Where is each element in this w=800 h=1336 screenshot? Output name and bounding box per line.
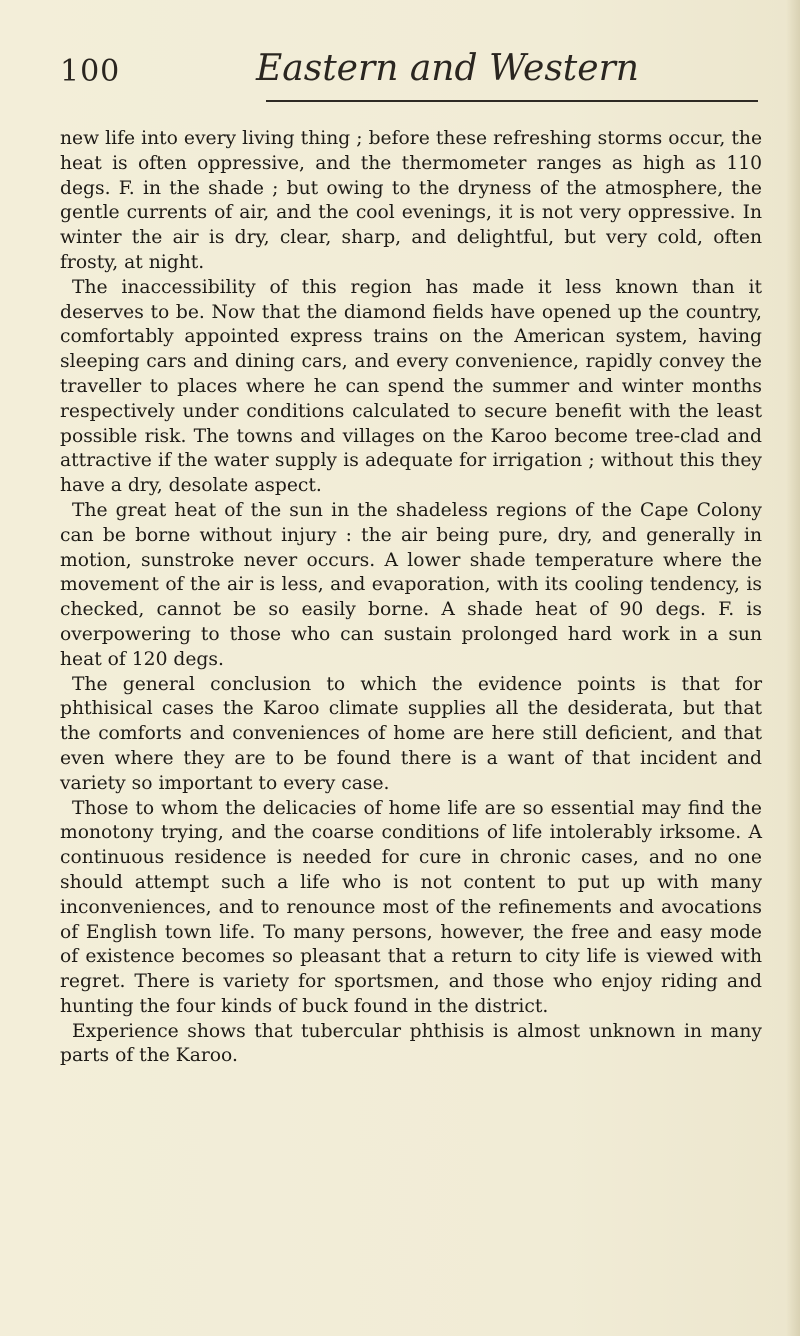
paragraph: The general conclusion to which the evidence points is that for phthisical cases the Karoo climate supplies all the desiderata, but that the comforts and conveniences of home are here still deficient, and that even where they are to be found there is a want of that incident and variety so important to every case. bbox=[60, 673, 762, 794]
page-edge-shadow bbox=[786, 0, 800, 1336]
body-text bbox=[60, 127, 762, 1069]
paragraph: Experience shows that tubercular phthisis is almost unknown in many parts of the Karoo. bbox=[60, 1020, 762, 1067]
page-header bbox=[60, 48, 760, 96]
paragraph: Those to whom the delicacies of home life are so essential may find the monotony trying, and the coarse conditions of life intolerably irksome. A continuous residence is needed for cure in chronic cases, and no one should attempt such a life who is not content to put up with many inconveniences, and to renounce most of the refinements and avocations of English town life. To many persons, however, the free and easy mode of existence becomes so pleasant that a return to city life is viewed with regret. There is variety for sportsmen, and those who enjoy riding and hunting the four kinds of buck found in the district. bbox=[60, 797, 762, 1017]
paragraph: The great heat of the sun in the shadeless regions of the Cape Colony can be borne without injury : the air being pure, dry, and generally in motion, sunstroke never occurs. A lower shade temperature where the movement of the air is less, and evaporation, with its cooling tendency, is checked, cannot be so easily borne. A shade heat of 90 degs. F. is overpowering to those who can sustain prolonged hard work in a sun heat of 120 degs. bbox=[60, 499, 762, 670]
header-rule bbox=[266, 100, 758, 102]
running-title: Eastern and Western bbox=[256, 48, 639, 89]
page-number: 100 bbox=[60, 54, 121, 89]
paragraph-continued: new life into every living thing ; before these refreshing storms occur, the heat is often oppressive, and the thermometer ranges as high as 110 degs. F. in the shade ; but owing to the dryness of the atmosphere, the gentle currents of air, and the cool evenings, it is not very oppressive. In winter the air is dry, clear, sharp, and delightful, but very cold, often frosty, at night. bbox=[60, 128, 762, 273]
paragraph: The inaccessibility of this region has made it less known than it deserves to be. Now that the diamond fields have opened up the country, comfortably appointed express trains on the American system, having sleeping cars and dining cars, and every convenience, rapidly convey the traveller to places where he can spend the summer and winter months respectively under conditions calculated to secure benefit with the least possible risk. The towns and villages on the Karoo become tree-clad and attractive if the water supply is adequate for irrigation ; without this they have a dry, desolate aspect. bbox=[60, 276, 762, 497]
